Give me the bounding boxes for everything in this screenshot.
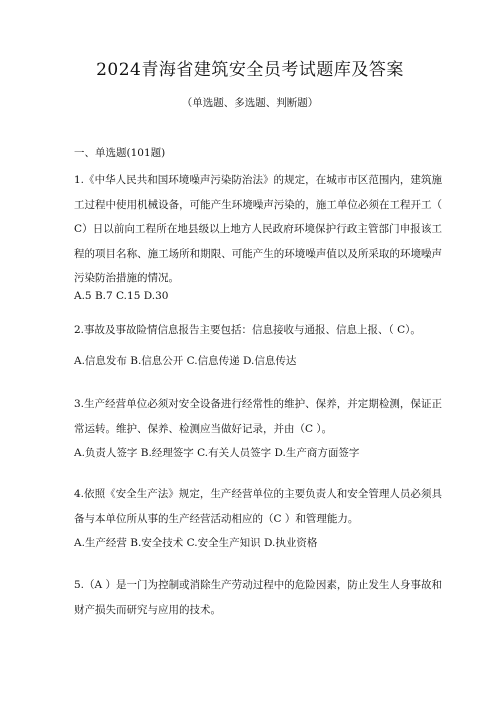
question-options: A.信息发布 B.信息公开 C.信息传递 D.信息传达 xyxy=(74,355,297,367)
document-title: 2024青海省建筑安全员考试题库及答案 xyxy=(96,60,404,80)
question-text: 4.依照《安全生产法》规定，生产经营单位的主要负责人和安全管理人员必须具备与本单位所从事的生产经营活动相应的（C ）和管理能力。 xyxy=(74,488,442,525)
section-heading: 一、单选题(101题) xyxy=(74,147,166,159)
document-subtitle: （单选题、多选题、判断题） xyxy=(181,97,319,109)
question-options: A.负责人签字 B.经理签字 C.有关人员签字 D.生产商方面签字 xyxy=(74,447,360,459)
question-4 xyxy=(74,482,442,553)
question-2 xyxy=(74,318,442,372)
question-text: 2.事故及事故险情信息报告主要包括：信息接收与通报、信息上报、（ C）。 xyxy=(74,323,421,336)
question-3 xyxy=(74,392,442,463)
question-options: A.5 B.7 C.15 D.30 xyxy=(74,289,169,302)
question-5 xyxy=(74,573,442,622)
question-text: 3.生产经营单位必须对安全设备进行经常性的维护、保养，并定期检测，保证正常运转。维护、保养、检测应当做好记录，并由（C ）。 xyxy=(74,398,442,435)
question-text: 5.（A ）是一门为控制或消除生产劳动过程中的危险因素，防止发生人身事故和财产损失而研究与应用的技术。 xyxy=(74,579,442,616)
question-text: 1.《中华人民共和国环境噪声污染防治法》的规定，在城市市区范围内，建筑施工过程中使用机械设备，可能产生环境噪声污染的，施工单位必须在工程开工（ C）日以前向工程所在地县级以上地方人民政府环境保护行政主管部门申报该工程的项目名称、施工场所和期限、可能产生的环境噪声值以及所采取的环境噪声污染防治措施的情况。 xyxy=(74,174,442,284)
document-body xyxy=(74,141,442,622)
question-options: A.生产经营 B.安全技术 C.安全生产知识 D.执业资格 xyxy=(74,537,318,549)
question-1 xyxy=(74,168,442,305)
